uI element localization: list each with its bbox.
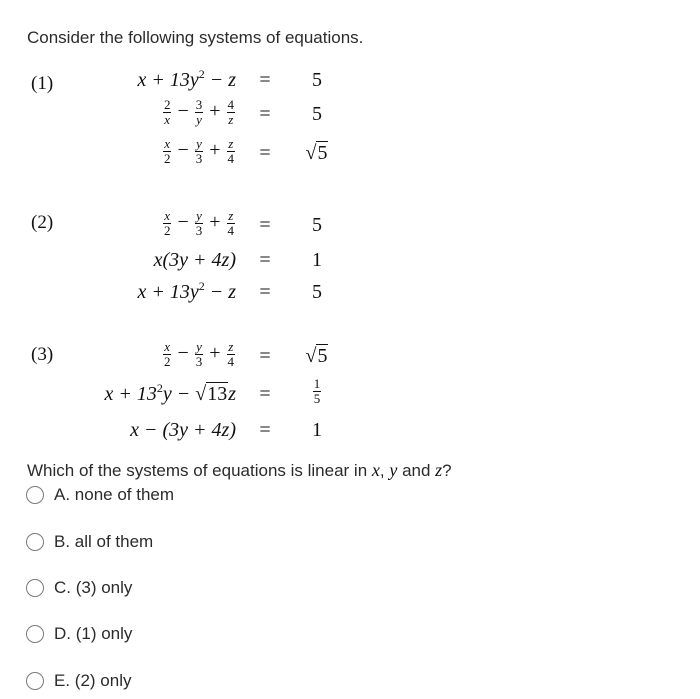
system-1-equation-2: $\frac{2}{x}$ − $\frac{3}{y}$ + $\frac{4}{z}$ = 5 (0, 104, 700, 128)
rhs-sqrt: √5 (305, 142, 328, 164)
radio-icon[interactable] (26, 579, 44, 597)
system-2-label: (2) (31, 212, 54, 233)
lhs: x + 13y (137, 281, 199, 303)
option-b[interactable] (26, 532, 153, 552)
exponent: 2 (156, 381, 163, 395)
lhs-mid: y − (162, 383, 196, 405)
rhs: 5 (312, 281, 322, 303)
option-c[interactable] (26, 578, 132, 598)
fraction: $\frac{4}{z}$ (227, 97, 234, 127)
fraction: $\frac{y}{3}$ (195, 136, 203, 166)
equals-sign: = (259, 345, 271, 367)
option-d[interactable] (26, 624, 132, 644)
lhs: x − (3y + 4z) (130, 419, 236, 441)
option-label: D. (1) only (54, 624, 133, 643)
radio-icon[interactable] (26, 486, 44, 504)
lhs-tail: − z (204, 281, 236, 303)
option-label: E. (2) only (54, 671, 132, 690)
fraction: $\frac{z}{4}$ (227, 339, 234, 369)
system-3-label: (3) (31, 344, 54, 365)
option-label: C. (3) only (54, 578, 133, 597)
equals-sign: = (259, 419, 271, 441)
intro-text: Consider the following systems of equations. (27, 28, 364, 47)
fraction: $\frac{x}{2}$ (163, 136, 171, 166)
equals-sign: = (259, 249, 271, 271)
lhs: x(3y + 4z) (153, 249, 236, 271)
rhs: 5 (312, 214, 322, 236)
system-3-equation-1: $\frac{x}{2}$ − $\frac{y}{3}$ + $\frac{z}{4}$ = √5 (0, 346, 700, 370)
system-1-equation-1 (0, 67, 700, 94)
lhs-tail: − z (204, 69, 236, 91)
fraction: $\frac{z}{4}$ (227, 136, 234, 166)
radio-icon[interactable] (26, 625, 44, 643)
fraction: $\frac{x}{2}$ (163, 339, 171, 369)
system-3-equation-2 (0, 376, 700, 408)
lhs: x + 13y (137, 69, 199, 91)
fraction: $\frac{y}{3}$ (195, 339, 203, 369)
equals-sign: = (259, 281, 271, 303)
fraction: $\frac{x}{2}$ (163, 208, 171, 238)
equals-sign: = (259, 103, 271, 125)
fraction: $\frac{2}{x}$ (163, 97, 171, 127)
rhs: 1 (312, 249, 322, 271)
fraction: $\frac{3}{y}$ (195, 97, 203, 127)
equals-sign: = (259, 383, 271, 405)
exponent: 2 (198, 279, 205, 293)
equals-sign: = (259, 69, 271, 91)
system-2-equation-3 (0, 279, 700, 306)
option-e[interactable] (26, 671, 131, 691)
rhs: 5 (312, 69, 322, 91)
exponent: 2 (198, 67, 205, 81)
radio-icon[interactable] (26, 533, 44, 551)
system-2-equation-2 (0, 250, 700, 274)
lhs-head: x + 13 (104, 383, 157, 405)
rhs-fraction: $\frac{1}{5}$ (313, 376, 321, 406)
radio-icon[interactable] (26, 672, 44, 690)
rhs: 5 (312, 103, 322, 125)
question-text: Which of the systems of equations is linear in x, y and z? (27, 460, 452, 480)
system-1-equation-3: $\frac{x}{2}$ − $\frac{y}{3}$ + $\frac{z}{4}$ = √5 (0, 143, 700, 167)
system-3-equation-3 (0, 420, 700, 444)
system-1-label: (1) (31, 73, 54, 94)
rhs-sqrt: √5 (305, 345, 328, 367)
lhs-tail: z (228, 383, 236, 405)
equals-sign: = (259, 142, 271, 164)
system-2-equation-1: $\frac{x}{2}$ − $\frac{y}{3}$ + $\frac{z}{4}$ = 5 (0, 215, 700, 239)
fraction: $\frac{y}{3}$ (195, 208, 203, 238)
equals-sign: = (259, 214, 271, 236)
option-label: B. all of them (54, 532, 154, 551)
option-a[interactable] (26, 485, 174, 505)
fraction: $\frac{z}{4}$ (227, 208, 234, 238)
sqrt: √13 (195, 383, 228, 405)
option-label: A. none of them (54, 485, 175, 504)
rhs: 1 (312, 419, 322, 441)
